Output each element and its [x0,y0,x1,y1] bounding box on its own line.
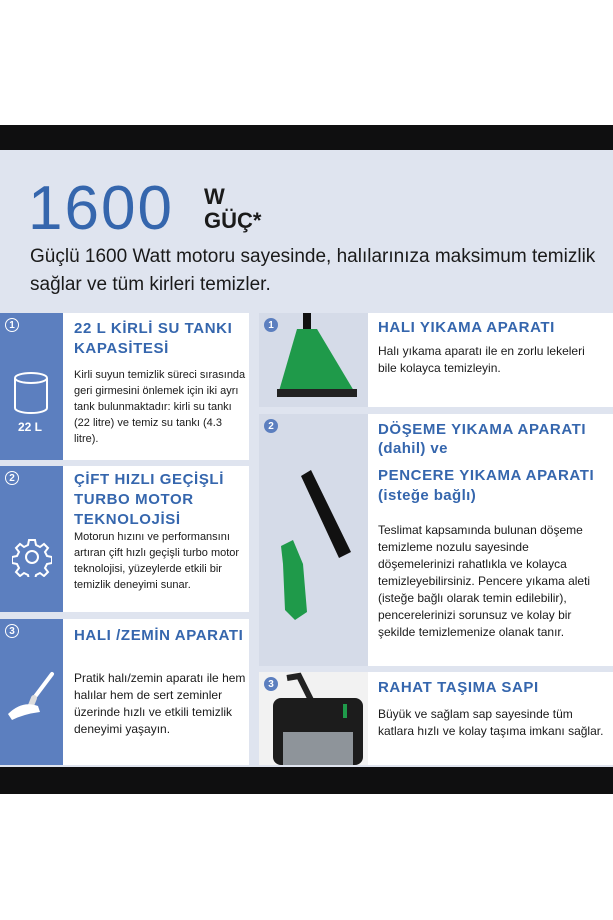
gear-icon [12,537,52,577]
upholstery-nozzle-icon [259,414,368,666]
feature-3-title: HALI /ZEMİN APARATI [74,627,244,644]
feature-1-index: 1 [5,318,19,332]
power-label: GÜÇ* [204,208,262,233]
right-feature-2-index: 2 [264,419,278,433]
tank-icon-label: 22 L [18,420,43,434]
upholstery-nozzle-image [259,414,368,666]
right-feature-2-title-sub: (dahil) ve [378,440,448,457]
feature-1-text: Kirli suyun temizlik süreci sırasında geri girmesini önlemek için iki ayrı tank bulunmaktadır: kirli su tankı (22 litre) ve temiz su tankı (4.3 litre). [74,369,246,445]
right-feature-3-index: 3 [264,677,278,691]
right-feature-2-title2: PENCERE YIKAMA APARATI [378,467,595,484]
feature-2-index: 2 [5,471,19,485]
tank-icon [12,372,50,416]
power-unit: W [204,184,225,209]
right-feature-1-title: HALI YIKAMA APARATI [378,319,555,336]
right-feature-3-title: RAHAT TAŞIMA SAPI [378,679,539,696]
power-number: 1600 [28,174,174,243]
floor-nozzle-icon [4,670,60,726]
right-feature-2-text: Teslimat kapsamında bulunan döşeme temizleme nozulu sayesinde döşemelerinizi rahatlıkla ve kolayca temizleyebilirsiniz. Pencere yıkama aleti (isteğe bağlı olarak temin edilebilir), pencerelerinizi sorunsuz ve kolay bir şekilde temizlemenize olanak tanır. [378,523,591,639]
right-feature-3-text: Büyük ve sağlam sap sayesinde tüm katlara hızlı ve kolay taşıma imkanı sağlar. [378,707,604,738]
right-feature-1-index: 1 [264,318,278,332]
right-feature-2-title2-sub: (isteğe bağlı) [378,487,477,504]
feature-3-index: 3 [5,624,19,638]
right-feature-1-text: Halı yıkama aparatı ile en zorlu lekeleri bile kolayca temizleyin. [378,344,585,375]
right-feature-2-title: DÖŞEME YIKAMA APARATI [378,421,587,438]
feature-3-text: Pratik halı/zemin aparatı ile hem halılar hem de sert zeminler üzerinde hızlı ve etkili temizlik deneyimi yaşayın. [74,671,246,736]
feature-1-title: 22 L KİRLİ SU TANKI KAPASİTESİ [74,320,233,357]
top-black-bar [0,125,613,150]
feature-2-text: Motorun hızını ve performansını artıran çift hızlı geçişli turbo motor teknolojisi, yüzeylerde etkili bir temizlik deneyimi sunar. [74,531,240,591]
intro-text: Güçlü 1600 Watt motoru sayesinde, halılarınıza maksimum temizlik sağlar ve tüm kirleri temizler. [30,246,596,295]
bottom-black-bar [0,767,613,794]
feature-2-title: ÇİFT HIZLI GEÇİŞLİ TURBO MOTOR TEKNOLOJİSİ [74,471,224,528]
